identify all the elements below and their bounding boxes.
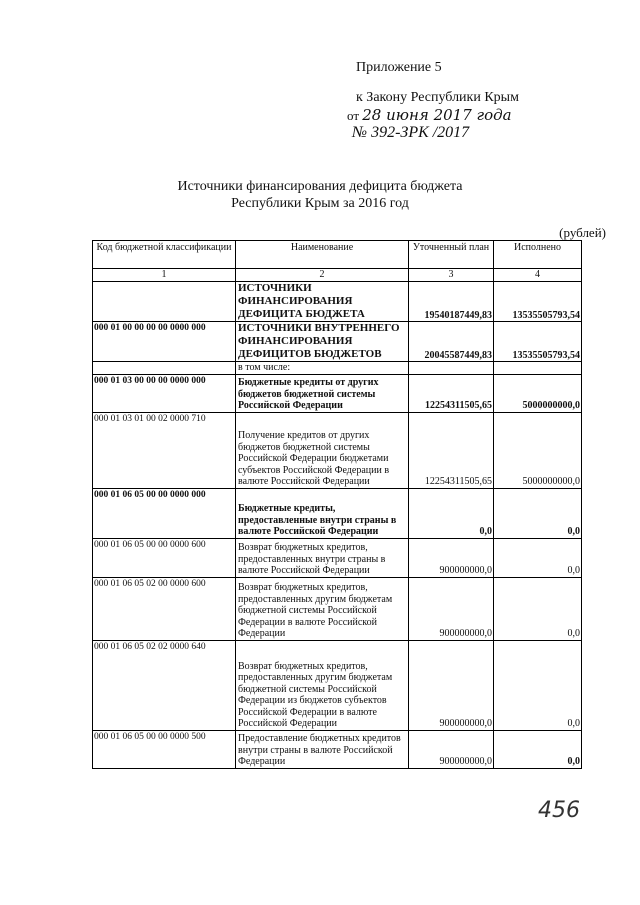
title-line-2: Республики Крым за 2016 год — [231, 196, 409, 211]
row-plan: 12254311505,65 — [409, 374, 494, 412]
row-plan: 20045587449,83 — [409, 322, 494, 362]
row-done: 0,0 — [494, 488, 582, 538]
appendix-label: Приложение 5 — [356, 60, 442, 75]
row-plan: 900000000,0 — [409, 538, 494, 577]
row-name: в том числе: — [236, 362, 409, 375]
row-done: 0,0 — [494, 640, 582, 730]
col-header-plan: Уточненный план — [409, 241, 494, 269]
row-code: 000 01 06 05 00 00 0000 600 — [93, 538, 236, 577]
table-row — [93, 538, 582, 577]
column-number-row — [93, 269, 582, 282]
row-code — [93, 362, 236, 375]
row-code: 000 01 03 00 00 00 0000 000 — [93, 374, 236, 412]
row-name: Бюджетные кредиты от других бюджетов бюджетной системы Российской Федерации — [236, 374, 409, 412]
row-name: Возврат бюджетных кредитов, предоставленных другим бюджетам бюджетной системы Российской Федерации в валюте Российской Федерации — [236, 577, 409, 640]
title-line-1: Источники финансирования дефицита бюджета — [177, 179, 463, 194]
row-code: 000 01 06 05 00 00 0000 000 — [93, 488, 236, 538]
row-plan — [409, 362, 494, 375]
table-header-row — [93, 241, 582, 269]
units-label: (рублей) — [559, 225, 606, 240]
row-name: ИСТОЧНИКИ ВНУТРЕННЕГО ФИНАНСИРОВАНИЯ ДЕФИЦИТОВ БЮДЖЕТОВ — [236, 322, 409, 362]
budget-sources-table — [92, 240, 582, 769]
row-done — [494, 362, 582, 375]
table-row — [93, 577, 582, 640]
col-header-done: Исполнено — [494, 241, 582, 269]
table-row — [93, 322, 582, 362]
col-number: 4 — [494, 269, 582, 282]
row-code — [93, 282, 236, 322]
law-reference: к Закону Республики Крым — [356, 90, 519, 105]
law-date-line — [347, 106, 512, 124]
row-name: ИСТОЧНИКИ ФИНАНСИРОВАНИЯ ДЕФИЦИТА БЮДЖЕТА — [236, 282, 409, 322]
row-plan: 0,0 — [409, 488, 494, 538]
row-name: Возврат бюджетных кредитов, предоставленных внутри страны в валюте Российской Федерации — [236, 538, 409, 577]
row-code: 000 01 00 00 00 00 0000 000 — [93, 322, 236, 362]
handwritten-law-number: № 392-ЗРК /2017 — [352, 124, 470, 141]
row-code: 000 01 06 05 00 00 0000 500 — [93, 730, 236, 768]
row-code: 000 01 03 01 00 02 0000 710 — [93, 412, 236, 488]
handwritten-page-number: 456 — [538, 798, 580, 823]
date-prefix: от — [347, 108, 360, 123]
row-name: Возврат бюджетных кредитов, предоставленных другим бюджетам бюджетной системы Российской Федерации из бюджетов субъектов Российской Федерации в валюте Российской Федерации — [236, 640, 409, 730]
row-plan: 900000000,0 — [409, 730, 494, 768]
col-number: 2 — [236, 269, 409, 282]
document-title — [0, 178, 640, 212]
row-name: Получение кредитов от других бюджетов бюджетной системы Российской Федерации бюджетами субъектов Российской Федерации в валюте Российской Федерации — [236, 412, 409, 488]
table-row — [93, 412, 582, 488]
table-row — [93, 640, 582, 730]
row-done: 0,0 — [494, 577, 582, 640]
col-header-name: Наименование — [236, 241, 409, 269]
row-code: 000 01 06 05 02 02 0000 640 — [93, 640, 236, 730]
row-plan: 900000000,0 — [409, 640, 494, 730]
col-number: 3 — [409, 269, 494, 282]
row-done: 13535505793,54 — [494, 322, 582, 362]
table-row — [93, 730, 582, 768]
row-done: 0,0 — [494, 730, 582, 768]
col-number: 1 — [93, 269, 236, 282]
row-plan: 900000000,0 — [409, 577, 494, 640]
col-header-code: Код бюджетной классификации — [93, 241, 236, 269]
row-name: Бюджетные кредиты, предоставленные внутри страны в валюте Российской Федерации — [236, 488, 409, 538]
row-plan: 19540187449,83 — [409, 282, 494, 322]
row-plan: 12254311505,65 — [409, 412, 494, 488]
row-done: 5000000000,0 — [494, 374, 582, 412]
table-row — [93, 362, 582, 375]
handwritten-date: 28 июня 2017 года — [362, 106, 512, 124]
table-row — [93, 282, 582, 322]
row-done: 0,0 — [494, 538, 582, 577]
row-name: Предоставление бюджетных кредитов внутри страны в валюте Российской Федерации — [236, 730, 409, 768]
appendix-header — [356, 58, 519, 108]
row-done: 5000000000,0 — [494, 412, 582, 488]
row-code: 000 01 06 05 02 00 0000 600 — [93, 577, 236, 640]
table-row — [93, 374, 582, 412]
row-done: 13535505793,54 — [494, 282, 582, 322]
table-row — [93, 488, 582, 538]
